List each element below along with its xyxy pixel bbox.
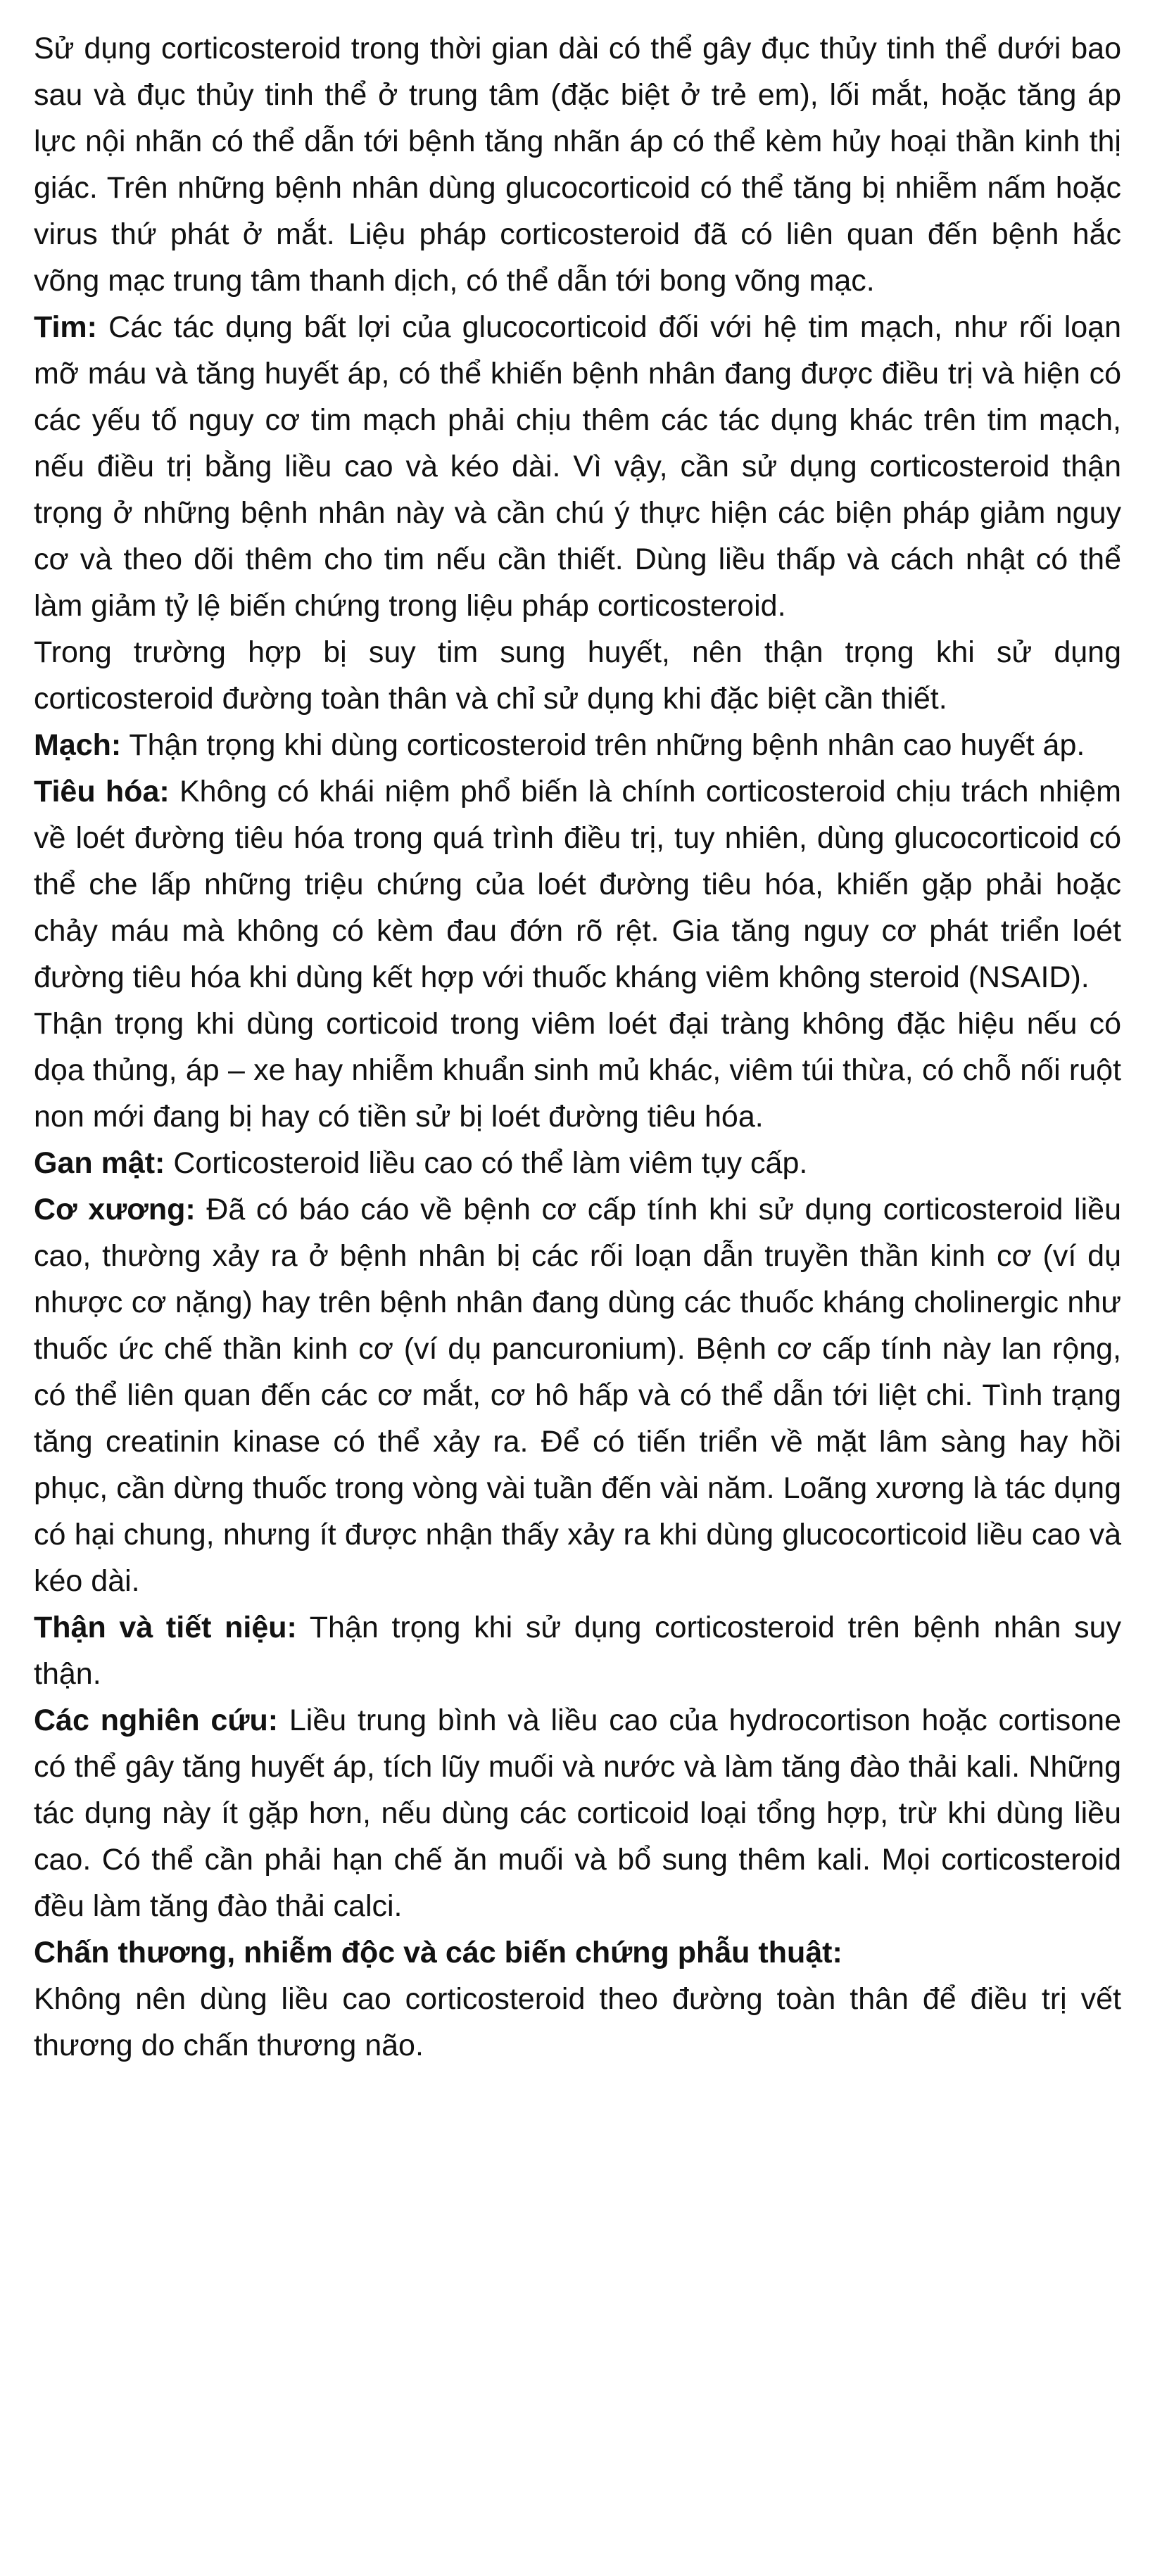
paragraph-heart-failure xyxy=(34,629,1121,722)
paragraph-lead: Gan mật: xyxy=(34,1146,165,1180)
paragraph-colitis xyxy=(34,1001,1121,1140)
paragraph-text: Thận trọng khi dùng corticoid trong viêm loét đại tràng không đặc hiệu nếu có dọa thủng, áp – xe hay nhiễm khuẩn sinh mủ khác, viêm túi thừa, có chỗ nối ruột non mới đang bị hay có tiền sử bị loét đường tiêu hóa. xyxy=(34,1007,1121,1134)
paragraph-vascular xyxy=(34,722,1121,768)
paragraph-brain-injury xyxy=(34,1976,1121,2069)
paragraph-studies xyxy=(34,1697,1121,1929)
paragraph-text: Đã có báo cáo về bệnh cơ cấp tính khi sử dụng corticosteroid liều cao, thường xảy ra ở bệnh nhân bị các rối loạn dẫn truyền thần kinh cơ (ví dụ nhược cơ nặng) hay trên bệnh nhân đang dùng các thuốc kháng cholinergic như thuốc ức chế thần kinh cơ (ví dụ pancuronium). Bệnh cơ cấp tính này lan rộng, có thể liên quan đến các cơ mắt, cơ hô hấp và có thể dẫn tới liệt chi. Tình trạng tăng creatinin kinase có thể xảy ra. Để có tiến triển về mặt lâm sàng hay hồi phục, cần dừng thuốc trong vòng vài tuần đến vài năm. Loãng xương là tác dụng có hại chung, nhưng ít được nhận thấy xảy ra khi dùng glucocorticoid liều cao và kéo dài. xyxy=(34,1193,1121,1598)
paragraph-musculoskeletal xyxy=(34,1186,1121,1604)
document-page xyxy=(34,25,1121,2069)
paragraph-lead: Cơ xương: xyxy=(34,1193,196,1226)
paragraph-digestive xyxy=(34,768,1121,1001)
paragraph-text: Thận trọng khi sử dụng corticosteroid trên bệnh nhân suy thận. xyxy=(34,1611,1121,1691)
paragraph-text: Không có khái niệm phổ biến là chính corticosteroid chịu trách nhiệm về loét đường tiêu hóa trong quá trình điều trị, tuy nhiên, dùng glucocorticoid có thể che lấp những triệu chứng của loét đường tiêu hóa, khiến gặp phải hoặc chảy máu mà không có kèm đau đớn rõ rệt. Gia tăng nguy cơ phát triển loét đường tiêu hóa khi dùng kết hợp với thuốc kháng viêm không steroid (NSAID). xyxy=(34,775,1122,994)
paragraph-lead: Chấn thương, nhiễm độc và các biến chứng phẫu thuật: xyxy=(34,1936,842,1969)
paragraph-text: Thận trọng khi dùng corticosteroid trên những bệnh nhân cao huyết áp. xyxy=(121,728,1085,762)
paragraph-text: Liều trung bình và liều cao của hydrocortison hoặc cortisone có thể gây tăng huyết áp, tích lũy muối và nước và làm tăng đào thải kali. Những tác dụng này ít gặp hơn, nếu dùng các corticoid loại tổng hợp, trừ khi dùng liều cao. Có thể cần phải hạn chế ăn muối và bổ sung thêm kali. Mọi corticosteroid đều làm tăng đào thải calci. xyxy=(34,1703,1121,1923)
paragraph-lead: Tiêu hóa: xyxy=(34,775,170,808)
paragraph-text: Các tác dụng bất lợi của glucocorticoid đối với hệ tim mạch, như rối loạn mỡ máu và tăng huyết áp, có thể khiến bệnh nhân đang được điều trị và hiện có các yếu tố nguy cơ tim mạch phải chịu thêm các tác dụng khác trên tim mạch, nếu điều trị bằng liều cao và kéo dài. Vì vậy, cần sử dụng corticosteroid thận trọng ở những bệnh nhân này và cần chú ý thực hiện các biện pháp giảm nguy cơ và theo dõi thêm cho tim nếu cần thiết. Dùng liều thấp và cách nhật có thể làm giảm tỷ lệ biến chứng trong liệu pháp corticosteroid. xyxy=(34,310,1121,623)
paragraph-lead: Tim: xyxy=(34,310,97,344)
paragraph-lead: Thận và tiết niệu: xyxy=(34,1611,297,1644)
paragraph-lead: Các nghiên cứu: xyxy=(34,1703,279,1737)
paragraph-heart xyxy=(34,304,1121,629)
paragraph-eye-effects xyxy=(34,25,1121,304)
paragraph-hepatobiliary xyxy=(34,1140,1121,1186)
paragraph-injury-heading xyxy=(34,1929,1121,1976)
paragraph-text: Không nên dùng liều cao corticosteroid theo đường toàn thân để điều trị vết thương do chấn thương não. xyxy=(34,1982,1121,2062)
paragraph-text: Trong trường hợp bị suy tim sung huyết, nên thận trọng khi sử dụng corticosteroid đường toàn thân và chỉ sử dụng khi đặc biệt cần thiết. xyxy=(34,635,1121,716)
paragraph-text: Sử dụng corticosteroid trong thời gian dài có thể gây đục thủy tinh thể dưới bao sau và đục thủy tinh thể ở trung tâm (đặc biệt ở trẻ em), lối mắt, hoặc tăng áp lực nội nhãn có thể dẫn tới bệnh tăng nhãn áp có thể kèm hủy hoại thần kinh thị giác. Trên những bệnh nhân dùng glucocorticoid có thể tăng bị nhiễm nấm hoặc virus thứ phát ở mắt. Liệu pháp corticosteroid đã có liên quan đến bệnh hắc võng mạc trung tâm thanh dịch, có thể dẫn tới bong võng mạc. xyxy=(34,32,1121,298)
paragraph-lead: Mạch: xyxy=(34,728,122,762)
paragraph-text: Corticosteroid liều cao có thể làm viêm tụy cấp. xyxy=(165,1146,808,1180)
paragraph-renal xyxy=(34,1604,1121,1697)
